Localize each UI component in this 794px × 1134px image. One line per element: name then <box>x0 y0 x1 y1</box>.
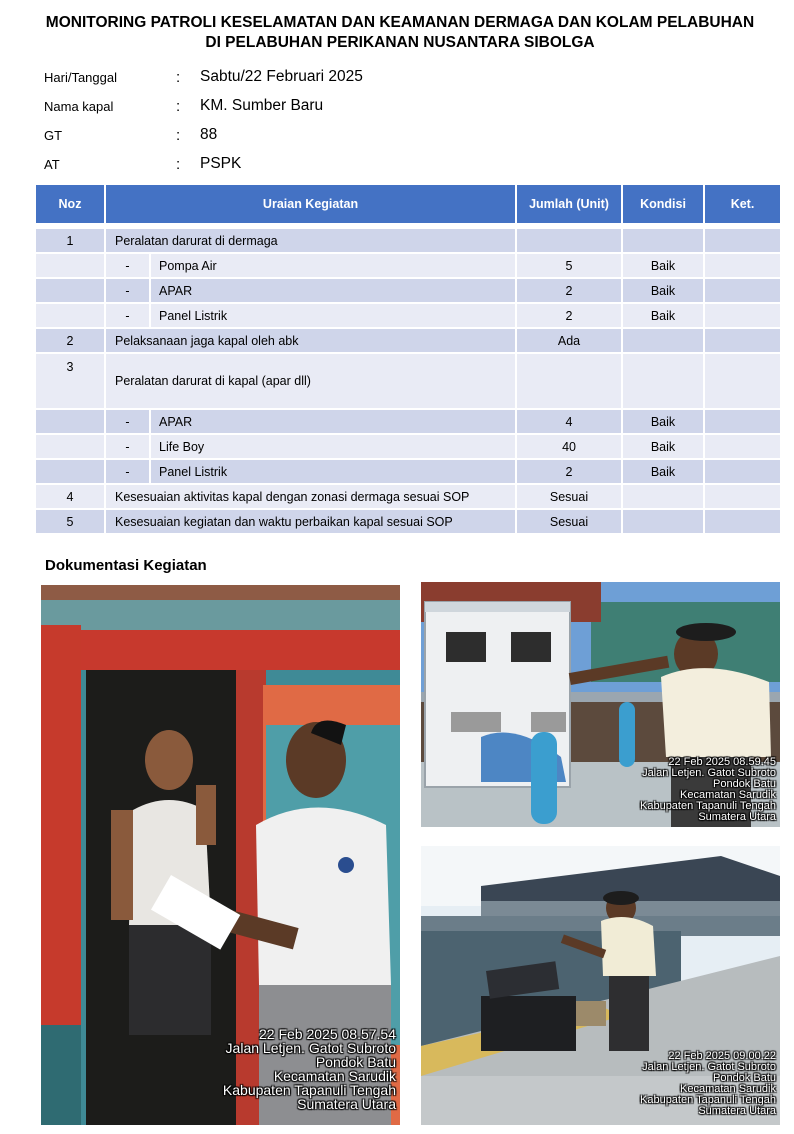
info-colon: : <box>176 69 181 86</box>
stamp-line: Kabupaten Tapanuli Tengah <box>640 1094 776 1106</box>
info-colon: : <box>176 156 181 173</box>
info-label: AT <box>44 157 60 172</box>
table-row <box>36 408 780 433</box>
cell-no <box>36 408 106 433</box>
cell-uraian: Kesesuaian kegiatan dan waktu perbaikan kapal sesuai SOP <box>106 508 517 533</box>
cell-uraian: APAR <box>151 277 517 302</box>
cell-uraian: Life Boy <box>151 433 517 458</box>
table-row <box>36 227 780 252</box>
info-value: PSPK <box>200 155 242 172</box>
stamp-line: Kabupaten Tapanuli Tengah <box>222 1082 396 1098</box>
cell-jumlah <box>517 352 623 408</box>
info-value: 88 <box>200 126 218 143</box>
cell-jumlah: 2 <box>517 302 623 327</box>
cell-dash: - <box>106 458 151 483</box>
cell-no <box>36 302 106 327</box>
stamp-line: Jalan Letjen. Gatot Subroto <box>225 1040 396 1056</box>
photo-3-stamp <box>640 1051 776 1117</box>
cell-no: 1 <box>36 227 106 252</box>
cell-dash: - <box>106 252 151 277</box>
cell-ket <box>705 327 780 352</box>
info-row-date <box>44 67 544 91</box>
stamp-line: Sumatera Utara <box>698 811 776 823</box>
stamp-line: Sumatera Utara <box>698 1105 776 1117</box>
table-row <box>36 327 780 352</box>
stamp-line: Jalan Letjen. Gatot Subroto <box>642 767 776 779</box>
table-row <box>36 458 780 483</box>
cell-jumlah: 40 <box>517 433 623 458</box>
stamp-line: Pondok Batu <box>713 778 776 790</box>
cell-kondisi <box>623 508 705 533</box>
table-row <box>36 352 780 408</box>
cell-ket <box>705 433 780 458</box>
cell-no <box>36 252 106 277</box>
documentation-title: Dokumentasi Kegiatan <box>45 557 207 574</box>
stamp-line: 22 Feb 2025 08.59.45 <box>668 756 776 768</box>
cell-ket <box>705 277 780 302</box>
cell-kondisi <box>623 352 705 408</box>
cell-kondisi: Baik <box>623 458 705 483</box>
stamp-line: Jalan Letjen. Gatot Subroto <box>642 1061 776 1073</box>
cell-uraian: Peralatan darurat di kapal (apar dll) <box>106 352 517 408</box>
cell-kondisi: Baik <box>623 408 705 433</box>
cell-jumlah: 5 <box>517 252 623 277</box>
table-header-row <box>36 185 780 223</box>
photo-electric-panel <box>421 582 780 827</box>
cell-ket <box>705 458 780 483</box>
stamp-line: Sumatera Utara <box>297 1096 396 1112</box>
cell-kondisi: Baik <box>623 302 705 327</box>
cell-uraian: Panel Listrik <box>151 302 517 327</box>
cell-kondisi: Baik <box>623 252 705 277</box>
table-row <box>36 433 780 458</box>
cell-jumlah: 2 <box>517 277 623 302</box>
info-row-at <box>44 154 544 178</box>
cell-kondisi <box>623 227 705 252</box>
header-jumlah: Jumlah (Unit) <box>517 185 623 223</box>
table-row <box>36 302 780 327</box>
info-colon: : <box>176 98 181 115</box>
photo-1-stamp <box>223 1027 396 1111</box>
cell-jumlah: Ada <box>517 327 623 352</box>
cell-uraian: Pelaksanaan jaga kapal oleh abk <box>106 327 517 352</box>
cell-ket <box>705 227 780 252</box>
cell-no: 5 <box>36 508 106 533</box>
table-row <box>36 277 780 302</box>
cell-ket <box>705 508 780 533</box>
cell-ket <box>705 302 780 327</box>
table-row <box>36 252 780 277</box>
header-kondisi: Kondisi <box>623 185 705 223</box>
table-row <box>36 483 780 508</box>
info-row-ship <box>44 96 544 120</box>
cell-jumlah: 2 <box>517 458 623 483</box>
cell-dash: - <box>106 302 151 327</box>
cell-no <box>36 433 106 458</box>
activity-table <box>36 185 780 533</box>
info-value: Sabtu/22 Februari 2025 <box>200 68 363 85</box>
cell-jumlah: Sesuai <box>517 508 623 533</box>
stamp-line: Kabupaten Tapanuli Tengah <box>640 800 776 812</box>
table-row <box>36 508 780 533</box>
cell-dash: - <box>106 433 151 458</box>
cell-no: 2 <box>36 327 106 352</box>
cell-dash: - <box>106 277 151 302</box>
stamp-line: Kecamatan Sarudik <box>680 789 776 801</box>
photo-boat-inspection <box>41 585 400 1125</box>
cell-uraian: APAR <box>151 408 517 433</box>
cell-jumlah: Sesuai <box>517 483 623 508</box>
cell-ket <box>705 483 780 508</box>
stamp-line: 22 Feb 2025 09.00.22 <box>668 1050 776 1062</box>
cell-kondisi: Baik <box>623 277 705 302</box>
photo-dock-inspection <box>421 846 780 1125</box>
stamp-line: Pondok Batu <box>713 1072 776 1084</box>
cell-jumlah: 4 <box>517 408 623 433</box>
cell-ket <box>705 408 780 433</box>
cell-ket <box>705 252 780 277</box>
cell-uraian: Kesesuaian aktivitas kapal dengan zonasi dermaga sesuai SOP <box>106 483 517 508</box>
cell-uraian: Panel Listrik <box>151 458 517 483</box>
header-no: Noz <box>36 185 106 223</box>
info-label: GT <box>44 128 63 143</box>
cell-dash: - <box>106 408 151 433</box>
cell-no <box>36 277 106 302</box>
stamp-line: Pondok Batu <box>315 1054 396 1070</box>
info-colon: : <box>176 127 181 144</box>
document-title <box>20 13 780 53</box>
cell-no: 3 <box>36 352 106 408</box>
cell-jumlah <box>517 227 623 252</box>
cell-kondisi <box>623 327 705 352</box>
cell-ket <box>705 352 780 408</box>
stamp-line: Kecamatan Sarudik <box>680 1083 776 1095</box>
cell-uraian: Pompa Air <box>151 252 517 277</box>
info-row-gt <box>44 125 544 149</box>
stamp-line: Kecamatan Sarudik <box>273 1068 396 1084</box>
cell-kondisi: Baik <box>623 433 705 458</box>
header-ket: Ket. <box>705 185 780 223</box>
info-value: KM. Sumber Baru <box>200 97 324 114</box>
info-label: Hari/Tanggal <box>44 70 117 85</box>
cell-uraian: Peralatan darurat di dermaga <box>106 227 517 252</box>
cell-kondisi <box>623 483 705 508</box>
header-uraian: Uraian Kegiatan <box>106 185 517 223</box>
info-label: Nama kapal <box>44 99 114 114</box>
stamp-line: 22 Feb 2025 08.57.54 <box>258 1026 396 1042</box>
title-line-2: DI PELABUHAN PERIKANAN NUSANTARA SIBOLGA <box>205 34 595 51</box>
cell-no: 4 <box>36 483 106 508</box>
photo-2-stamp <box>640 757 776 823</box>
title-line-1: MONITORING PATROLI KESELAMATAN DAN KEAMANAN DERMAGA DAN KOLAM PELABUHAN <box>45 14 755 31</box>
cell-no <box>36 458 106 483</box>
